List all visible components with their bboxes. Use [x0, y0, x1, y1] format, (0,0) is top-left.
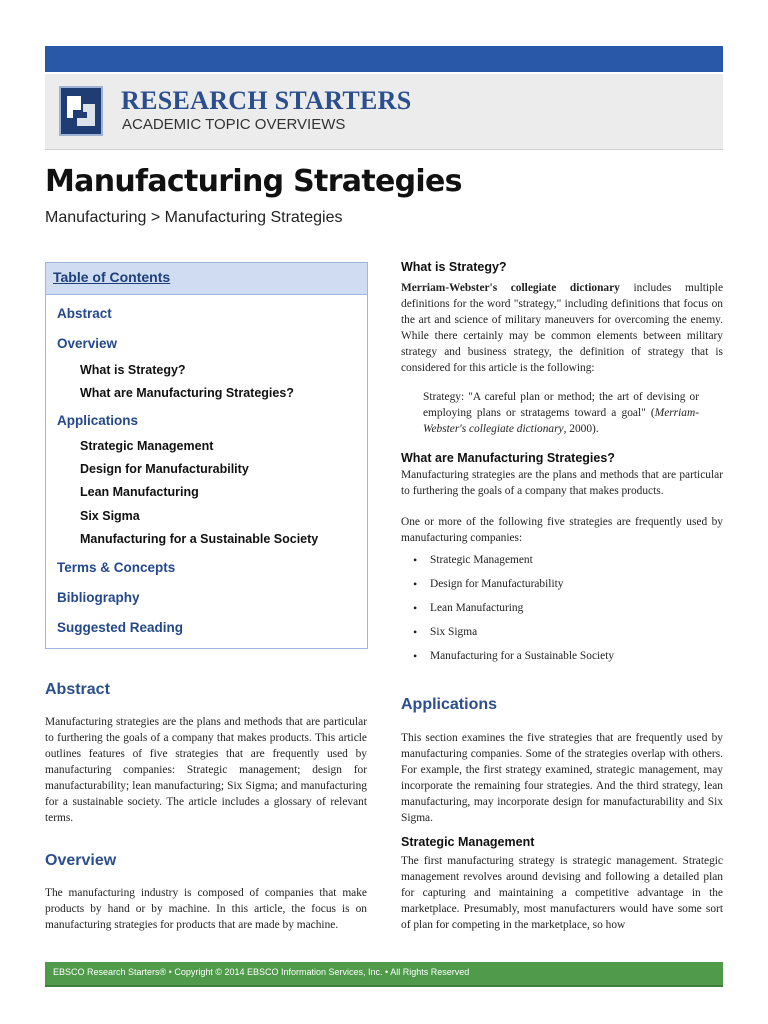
abstract-text: Manufacturing strategies are the plans and methods that are particular to furthering the goals of a company that makes products. This article outlines features of five strategies that are frequently used by manufacturing companies: Strategic management; design for manufacturability; lean manufacturing; Six Sigma; and manufacturing for a sustainable society. The article includes a glossary of relevant terms. — [45, 716, 367, 824]
toc-link-abstract[interactable]: Abstract — [57, 306, 112, 321]
abstract-heading: Abstract — [45, 681, 110, 698]
five-strategies-intro: One or more of the following five strategies are frequently used by manufacturing companies: — [401, 516, 723, 544]
toc-header — [46, 263, 367, 295]
what-are-strategies-text: Manufacturing strategies are the plans and methods that are particular to furthering the goals of a company that makes products. — [401, 469, 723, 497]
toc-link-suggested-reading[interactable]: Suggested Reading — [57, 620, 184, 635]
overview-text: The manufacturing industry is composed of companies that make products by hand or by machine. In this article, the focus is on manufacturing strategies for products that are made by machine. — [45, 887, 367, 931]
page-title: Manufacturing Strategies — [45, 164, 462, 199]
overview-heading: Overview — [45, 852, 117, 869]
toc-link-sustainable-society[interactable]: Manufacturing for a Sustainable Society — [80, 532, 319, 546]
brand-title: RESEARCH STARTERS — [121, 86, 412, 115]
toc-link-six-sigma[interactable]: Six Sigma — [80, 509, 140, 523]
copyright-text: EBSCO Research Starters® • Copyright © 2014 EBSCO Information Services, Inc. • All Rights Reserved — [53, 967, 470, 977]
toc-link-design-for-manufacturability[interactable]: Design for Manufacturability — [80, 462, 249, 476]
list-item: • Lean Manufacturing — [413, 600, 614, 624]
toc-link-strategic-management[interactable]: Strategic Management — [80, 439, 214, 453]
strategic-management-heading: Strategic Management — [401, 835, 535, 849]
applications-text: This section examines the five strategies that are frequently used by manufacturing companies. Some of the strategies overlap with others. For example, the first strategy examined, strategic management, may incorporate the remaining four strategies. And the third strategy, lean manufacturing, may incorporate design for manufacturability and Six Sigma. — [401, 732, 723, 824]
quote-text: Strategy: "A careful plan or method; the art of devising or employing plans or stratagems toward a goal" ( — [423, 391, 699, 419]
toc-link-lean-manufacturing[interactable]: Lean Manufacturing — [80, 485, 199, 499]
toc-link-what-is-strategy[interactable]: What is Strategy? — [80, 363, 186, 377]
strategy-bullet-list — [413, 552, 614, 672]
quote-source: Merriam-Webster's collegiate dictionary — [423, 407, 699, 435]
quote-tail: , 2000). — [563, 423, 599, 435]
toc-title: Table of Contents — [53, 269, 171, 285]
list-item: • Six Sigma — [413, 624, 614, 648]
toc-link-bibliography[interactable]: Bibliography — [57, 590, 140, 605]
copyright-footer — [45, 962, 723, 987]
breadcrumb: Manufacturing > Manufacturing Strategies — [45, 209, 343, 226]
applications-heading: Applications — [401, 696, 498, 713]
brand-subtitle: ACADEMIC TOPIC OVERVIEWS — [122, 116, 346, 133]
toc-link-overview[interactable]: Overview — [57, 336, 118, 351]
list-item: • Strategic Management — [413, 552, 614, 576]
what-is-strategy-body: includes multiple definitions for the word "strategy," including definitions that focus on the art and science of military maneuvers for overcoming the enemy. While there certainly may be common elements between military strategy and business strategy, the definition of strategy that is considered for this article is the following: — [401, 282, 723, 374]
masthead — [45, 74, 723, 150]
toc-link-applications[interactable]: Applications — [57, 413, 139, 428]
table-of-contents — [45, 262, 368, 649]
what-are-strategies-heading: What are Manufacturing Strategies? — [401, 451, 615, 465]
list-item: • Manufacturing for a Sustainable Society — [413, 648, 614, 672]
toc-link-what-are-manufacturing-strategies[interactable]: What are Manufacturing Strategies? — [80, 386, 294, 400]
strategic-management-text: The first manufacturing strategy is strategic management. Strategic management revolves around devising and following a detailed plan for capturing and maintaining a competitive advantage in the marketplace. Presumably, most manufacturers would have some sort of plan for competing in the marketplace, so how — [401, 855, 723, 931]
strategy-definition-quote — [423, 389, 699, 437]
list-item: • Design for Manufacturability — [413, 576, 614, 600]
header-top-bar — [45, 46, 723, 72]
dictionary-name: Merriam-Webster's collegiate dictionary — [401, 282, 620, 294]
what-is-strategy-heading: What is Strategy? — [401, 260, 507, 274]
toc-link-terms-concepts[interactable]: Terms & Concepts — [57, 560, 176, 575]
what-is-strategy-text — [401, 280, 723, 376]
research-starters-logo-icon — [59, 86, 103, 136]
